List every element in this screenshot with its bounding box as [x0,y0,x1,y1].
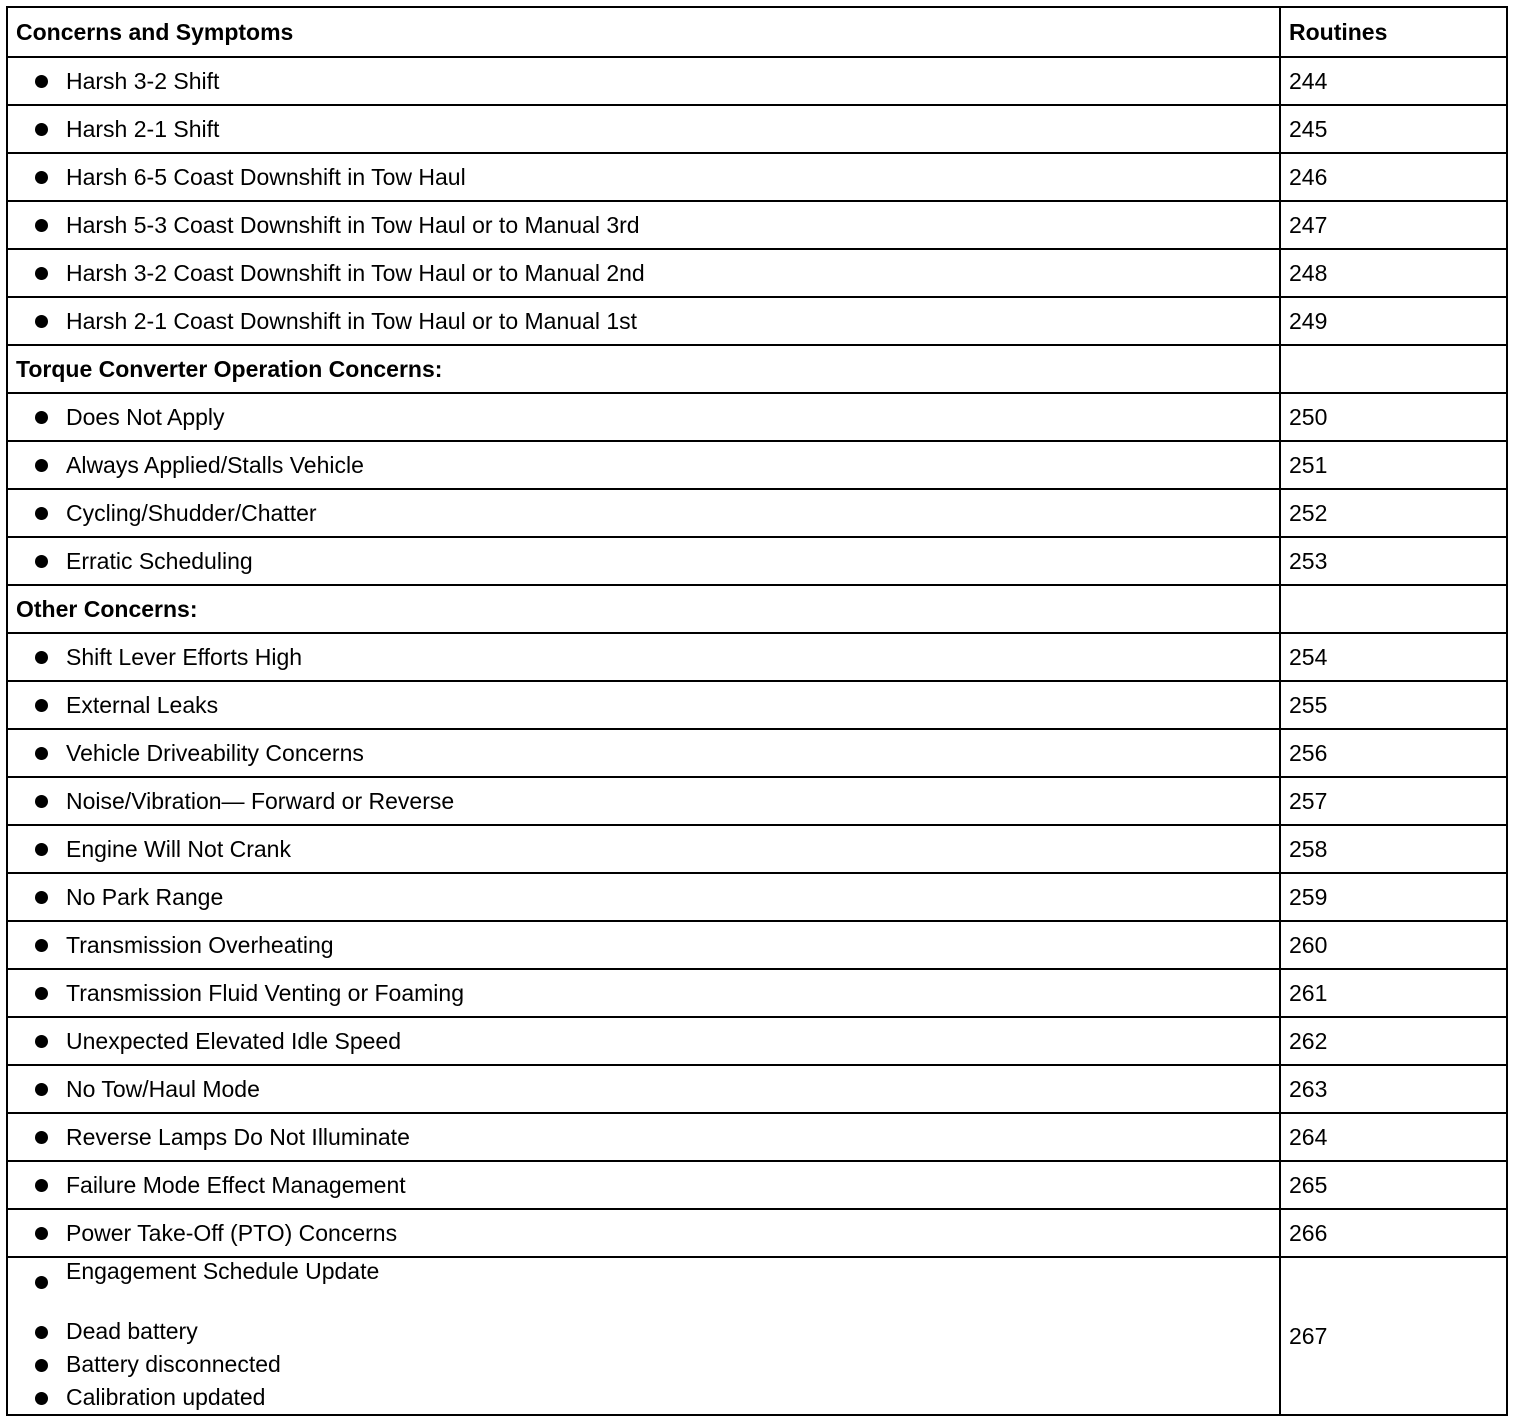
symptom-label: Harsh 3-2 Coast Downshift in Tow Haul or to Manual 2nd [66,259,645,286]
routine-number: 264 [1280,1113,1507,1161]
symptom-label: Engine Will Not Crank [66,835,291,862]
routine-number: 247 [1280,201,1507,249]
routine-number: 266 [1280,1209,1507,1257]
header-concerns-symptoms: Concerns and Symptoms [7,7,1280,57]
table-row [7,1017,1507,1065]
header-routines: Routines [1280,7,1507,57]
symptom-label: Reverse Lamps Do Not Illuminate [66,1123,410,1150]
bullet-icon [35,1276,48,1289]
routine-number: 267 [1280,1257,1507,1415]
bullet-icon [35,651,48,664]
routine-number: 252 [1280,489,1507,537]
routine-number: 249 [1280,297,1507,345]
symptom-cell [7,1161,1280,1209]
symptom-cell [7,873,1280,921]
section-title: Torque Converter Operation Concerns: [7,345,1280,393]
bullet-icon [35,843,48,856]
bullet-icon [35,1227,48,1240]
symptom-cell [7,297,1280,345]
routine-number: 261 [1280,969,1507,1017]
bullet-icon [35,219,48,232]
routine-number: 257 [1280,777,1507,825]
symptom-cell [7,57,1280,105]
sub-list-item [66,1381,1271,1414]
routine-number: 265 [1280,1161,1507,1209]
bullet-icon [35,1359,48,1372]
routine-number: 259 [1280,873,1507,921]
table-row [7,537,1507,585]
routine-number [1280,345,1507,393]
table-row [7,1257,1507,1415]
symptom-cell [7,825,1280,873]
symptom-cell [7,633,1280,681]
table-row [7,825,1507,873]
symptom-label: Noise/Vibration— Forward or Reverse [66,787,455,814]
table-row [7,297,1507,345]
routine-number: 255 [1280,681,1507,729]
symptom-cell [7,1065,1280,1113]
symptom-cell [7,489,1280,537]
bullet-icon [35,75,48,88]
symptom-label: No Park Range [66,883,224,910]
routine-number: 245 [1280,105,1507,153]
symptom-label: Transmission Overheating [66,931,334,958]
table-row [7,1161,1507,1209]
symptom-cell [7,729,1280,777]
symptom-cell [7,1209,1280,1257]
table-row [7,1209,1507,1257]
symptom-cell [7,249,1280,297]
bullet-icon [35,411,48,424]
bullet-icon [35,699,48,712]
table-row [7,441,1507,489]
symptom-cell [7,1017,1280,1065]
table-row [7,873,1507,921]
sub-item-list [66,1315,1271,1414]
symptom-label: Erratic Scheduling [66,547,253,574]
symptom-cell [7,537,1280,585]
routine-number: 246 [1280,153,1507,201]
symptom-cell [7,681,1280,729]
symptom-label: Cycling/Shudder/Chatter [66,499,317,526]
bullet-icon [35,1131,48,1144]
bullet-icon [35,795,48,808]
sub-item-label: Calibration updated [66,1384,266,1410]
symptom-label: Engagement Schedule Update [66,1258,380,1284]
bullet-icon [35,123,48,136]
symptom-label: Harsh 3-2 Shift [66,67,220,94]
table-row [7,921,1507,969]
table-row [7,249,1507,297]
bullet-icon [35,315,48,328]
table-row [7,1065,1507,1113]
bullet-icon [35,267,48,280]
table-row [7,153,1507,201]
symptom-label: Shift Lever Efforts High [66,643,303,670]
sub-item-label: Battery disconnected [66,1351,281,1377]
table-row [7,1113,1507,1161]
bullet-icon [35,1179,48,1192]
sub-item-label: Dead battery [66,1318,198,1344]
table-row [7,201,1507,249]
symptom-label: Always Applied/Stalls Vehicle [66,451,364,478]
table-row [7,681,1507,729]
bullet-icon [35,171,48,184]
sub-list-item [66,1315,1271,1348]
symptom-label: No Tow/Haul Mode [66,1075,260,1102]
bullet-icon [35,939,48,952]
table-row [7,777,1507,825]
symptom-routine-table [6,6,1508,1416]
section-header-row [7,345,1507,393]
symptom-label: Unexpected Elevated Idle Speed [66,1027,402,1054]
symptom-label: Power Take-Off (PTO) Concerns [66,1219,398,1246]
symptom-label: Harsh 5-3 Coast Downshift in Tow Haul or to Manual 3rd [66,211,640,238]
symptom-cell [7,105,1280,153]
section-title: Other Concerns: [7,585,1280,633]
symptom-label: External Leaks [66,691,219,718]
table-header-row [7,7,1507,57]
table-row [7,57,1507,105]
symptom-label: Harsh 6-5 Coast Downshift in Tow Haul [66,163,466,190]
symptom-cell [7,969,1280,1017]
bullet-icon [35,507,48,520]
symptom-cell [7,441,1280,489]
routine-number: 262 [1280,1017,1507,1065]
table-row [7,393,1507,441]
routine-number: 263 [1280,1065,1507,1113]
symptom-label: Harsh 2-1 Coast Downshift in Tow Haul or to Manual 1st [66,307,638,334]
table-row [7,105,1507,153]
symptom-cell [7,1257,1280,1415]
symptom-cell [7,921,1280,969]
bullet-icon [35,987,48,1000]
routine-number: 260 [1280,921,1507,969]
routine-number: 248 [1280,249,1507,297]
routine-number: 244 [1280,57,1507,105]
routine-number: 258 [1280,825,1507,873]
routine-number: 250 [1280,393,1507,441]
bullet-icon [35,1083,48,1096]
section-header-row [7,585,1507,633]
bullet-icon [35,1035,48,1048]
symptom-label: Does Not Apply [66,403,225,430]
bullet-icon [35,747,48,760]
table-row [7,729,1507,777]
routine-number: 256 [1280,729,1507,777]
routine-number [1280,585,1507,633]
symptom-label: Transmission Fluid Venting or Foaming [66,979,464,1006]
bullet-icon [35,891,48,904]
routine-number: 253 [1280,537,1507,585]
routine-number: 254 [1280,633,1507,681]
bullet-icon [35,1392,48,1405]
symptom-cell [7,201,1280,249]
table-row [7,969,1507,1017]
bullet-icon [35,555,48,568]
symptom-cell [7,153,1280,201]
table-row [7,489,1507,537]
table-row [7,633,1507,681]
symptom-label: Harsh 2-1 Shift [66,115,220,142]
sub-list-item [66,1348,1271,1381]
symptom-label: Vehicle Driveability Concerns [66,739,364,766]
symptom-cell [7,1113,1280,1161]
bullet-icon [35,459,48,472]
table-body [7,57,1507,1415]
symptom-label: Failure Mode Effect Management [66,1171,406,1198]
routine-number: 251 [1280,441,1507,489]
symptom-cell [7,393,1280,441]
bullet-icon [35,1326,48,1339]
symptom-cell [7,777,1280,825]
